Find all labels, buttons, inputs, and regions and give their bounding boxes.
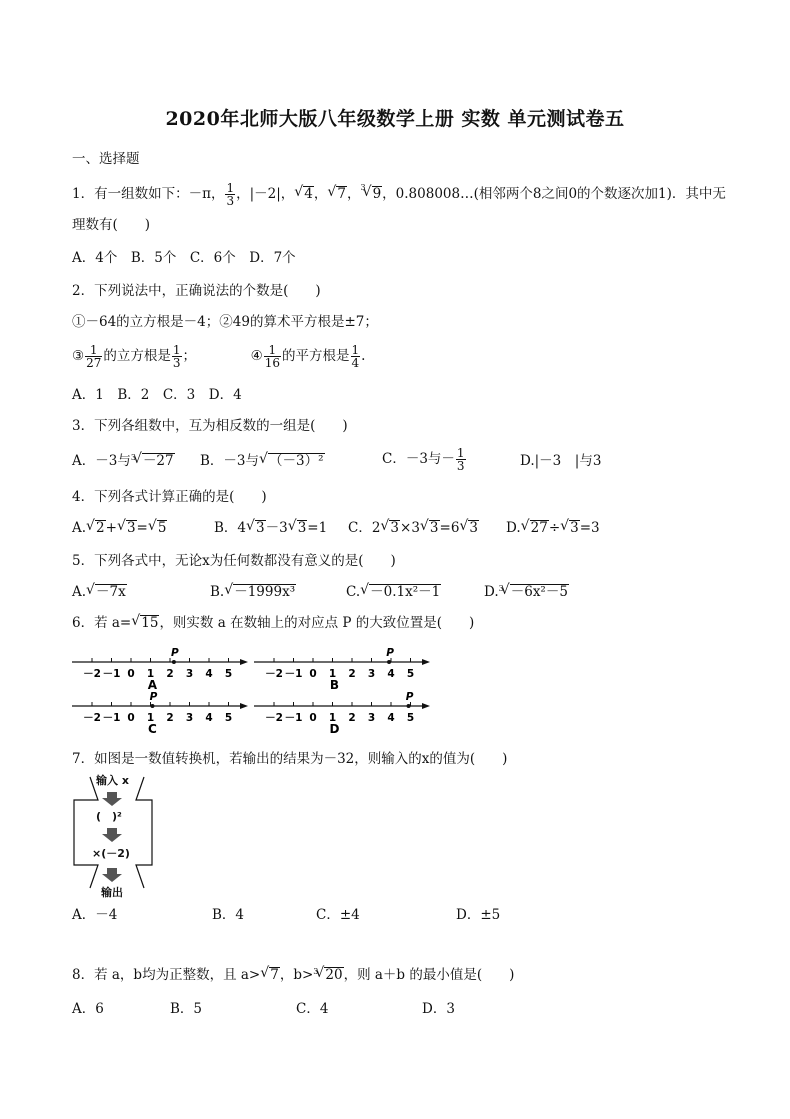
q7-stem: 7．如图是一数值转换机，若输出的结果为－32，则输入的x的值为( )	[72, 751, 508, 767]
q5-d-prefix: D.	[484, 584, 499, 600]
q8-r1	[260, 966, 280, 984]
q2-s3-rnum: 1	[172, 343, 181, 357]
q4-a-mid: +	[105, 520, 117, 536]
q4-d-r2-value: 3	[570, 520, 579, 536]
q4-b-mid: －3	[265, 520, 288, 536]
tick-label: －2	[83, 668, 101, 680]
q2-stem: 2．下列说法中，正确说法的个数是( )	[72, 283, 321, 299]
tick-label: 3	[367, 668, 376, 680]
q7-multiply-label: ×(－2)	[92, 847, 130, 860]
q7-square-label: ( )²	[96, 810, 122, 823]
tick-label: －2	[265, 712, 283, 724]
q8-option-b: B．5	[170, 1001, 203, 1017]
q6-prefix: 6．若 a=	[72, 615, 132, 631]
q4-b-r1-value: 3	[256, 520, 265, 536]
q7-arrow-icon	[102, 792, 122, 882]
q4-c-r1-value: 3	[390, 520, 400, 536]
arrow-head-icon	[240, 659, 248, 665]
q4-d-eq: =3	[579, 520, 600, 536]
q2-s4-prefix: ④	[250, 348, 263, 364]
q8-r1-value: 7	[270, 967, 279, 983]
q7-input-label: 输入 x	[96, 774, 129, 787]
q1-line2: 理数有( )	[72, 217, 151, 233]
option-label: D	[329, 722, 340, 736]
tick-label: 4	[387, 712, 395, 724]
q8-r2	[315, 966, 343, 984]
q1-options: A．4个 B．5个 C．6个 D．7个	[72, 250, 296, 266]
tick-label: 5	[406, 712, 415, 724]
q4-c-r3-value: 3	[469, 520, 479, 536]
tick-label: 5	[224, 668, 233, 680]
q5-b-prefix: B.	[210, 584, 225, 600]
point-p-label: P	[149, 691, 158, 703]
tick-label: 3	[185, 668, 194, 680]
point-p-marker	[387, 660, 391, 664]
tick-label: 0	[127, 712, 135, 724]
q2-s3-den: 27	[86, 356, 102, 370]
q5-c-prefix: C.	[346, 584, 361, 600]
tick-label: 2	[166, 712, 174, 724]
q4-d-prefix: D.	[506, 520, 521, 536]
tick-label: －1	[284, 668, 303, 680]
q4-b-r2-value: 3	[297, 520, 307, 536]
tick-label: 2	[348, 668, 356, 680]
q5-a-prefix: A.	[72, 584, 87, 600]
q5-d-radicand: －6x²－5	[510, 584, 568, 600]
q2-s4-rden: 4	[351, 356, 360, 370]
tick-label: 1	[328, 668, 337, 680]
q4-stem: 4．下列各式计算正确的是( )	[72, 489, 267, 505]
q3-b-radicand: （－3）²	[269, 453, 324, 469]
q5-d-index: 3	[498, 584, 504, 593]
q2-s3-end: ；	[182, 348, 197, 364]
q4-a-r3-value: 5	[157, 520, 167, 536]
q8-stem	[72, 966, 514, 984]
q4-c-eq: =6	[439, 520, 460, 536]
q7-output-label: 输出	[101, 886, 123, 899]
option-label: A	[147, 678, 158, 692]
q8-r2-value: 20	[325, 967, 343, 983]
q2-s3-prefix: ③	[72, 348, 85, 364]
tick-label: 1	[146, 712, 155, 724]
q4-a-r2-value: 3	[126, 520, 136, 536]
q6-tail: ，则实数 a 在数轴上的对应点 P 的大致位置是( )	[159, 615, 475, 631]
q2-s4-mid: 的平方根是	[282, 348, 350, 364]
q2-s3-mid: 的立方根是	[103, 348, 171, 364]
q7-option-a: A．－4	[72, 907, 118, 923]
tick-label: －2	[83, 712, 101, 724]
q3-a-prefix: A．－3与	[72, 453, 131, 469]
tick-label: 4	[387, 668, 395, 680]
point-p-label: P	[171, 647, 179, 659]
tick-label: 2	[166, 668, 174, 680]
question-1: 1．有一组数如下：－π， $\frac{1}{3}$ ，|－2|，√ 4，√ 7，$^3$√ 9，0.808008…(相邻两个8之间0的个数逐次加1)．其中无	[72, 182, 726, 207]
q4-c-r2-value: 3	[429, 520, 439, 536]
tick-label: －1	[284, 712, 303, 724]
tick-label: 4	[205, 712, 213, 724]
tick-label: －2	[265, 668, 283, 680]
arrow-head-icon	[240, 703, 248, 709]
q2-s4-end: .	[361, 348, 366, 364]
q4-c-prefix: C．2	[348, 520, 381, 536]
tick-label: 1	[328, 712, 337, 724]
q2-line1: ①－64的立方根是－4；②49的算术平方根是±7；	[72, 314, 378, 330]
q8-prefix: 8．若 a，b均为正整数，且 a>	[72, 967, 261, 983]
q1-neg-pi: －π，	[188, 186, 225, 202]
page-title: 2020年北师大版八年级数学上册 实数 单元测试卷五	[165, 108, 625, 130]
q1-tail: ，0.808008…(相邻两个8之间0的个数逐次加1)．其中无	[382, 186, 726, 202]
q1-cbrt-index: 3	[360, 183, 366, 192]
q5-a-radicand: －7x	[96, 584, 126, 600]
tick-label: －1	[102, 712, 121, 724]
q8-option-c: C．4	[296, 1001, 329, 1017]
tick-label: 0	[127, 668, 135, 680]
point-p-marker	[407, 704, 411, 708]
tick-label: 2	[348, 712, 356, 724]
tick-label: 4	[205, 668, 213, 680]
q1-abs: |－2|，	[249, 186, 295, 202]
tick-label: －1	[102, 668, 121, 680]
tick-label: 1	[146, 668, 155, 680]
q6-radicand: 15	[141, 615, 159, 631]
q8-index: 3	[313, 967, 319, 976]
q8-tail: ，则 a＋b 的最小值是( )	[343, 967, 515, 983]
q4-d-mid: ÷	[548, 520, 561, 536]
q7-conversion-machine	[70, 770, 160, 900]
q7-option-d: D．±5	[456, 907, 501, 923]
q3-c-prefix: C．－3与－	[382, 451, 455, 467]
q3-c-num: 1	[456, 446, 465, 460]
point-p-marker	[172, 660, 176, 664]
q1-sqrt7-value: 7	[337, 186, 346, 202]
q3-a-radicand: －27	[142, 453, 174, 469]
q4-b-prefix: B．4	[214, 520, 247, 536]
q8-option-a: A．6	[72, 1001, 104, 1017]
q1-sqrt4-value: 4	[304, 186, 313, 202]
tick-label: 3	[185, 712, 194, 724]
q3-c-den: 3	[456, 459, 465, 473]
q2-s4-num: 1	[264, 344, 281, 357]
tick-label: 3	[367, 712, 376, 724]
q3-b-prefix: B．－3与	[200, 453, 260, 469]
q2-s4-rnum: 1	[351, 343, 360, 357]
q1-frac-den: 3	[226, 194, 235, 208]
q7-option-b: B．4	[212, 907, 245, 923]
tick-label: 5	[406, 668, 415, 680]
q5-c-radicand: －0.1x²－1	[370, 584, 441, 600]
q8-option-d: D．3	[422, 1001, 455, 1017]
q5-stem: 5．下列各式中，无论x为任何数都没有意义的是( )	[72, 553, 396, 569]
q3-a-index: 3	[130, 453, 136, 462]
q4-a-eq: =	[136, 520, 148, 536]
section-heading: 一、选择题	[72, 151, 140, 167]
q7-frame-right	[136, 777, 152, 888]
q4-a-r1-value: 2	[96, 520, 105, 536]
q7-frame-left	[74, 777, 98, 888]
tick-label: 0	[309, 712, 317, 724]
arrow-head-icon	[422, 659, 430, 665]
q4-a-prefix: A.	[72, 520, 87, 536]
q4-b-eq: =1	[307, 520, 328, 536]
q3-stem: 3．下列各组数中，互为相反数的一组是( )	[72, 418, 348, 434]
q8-mid: ，b>	[279, 967, 314, 983]
q2-s4-den: 16	[264, 356, 281, 370]
q4-c-mid: ×3	[400, 520, 420, 536]
tick-label: 5	[224, 712, 233, 724]
tick-label: 0	[309, 668, 317, 680]
q3-option-d: D.|－3 |与3	[520, 453, 602, 469]
q1-lead: 1．有一组数如下：	[72, 186, 189, 202]
arrow-head-icon	[422, 703, 430, 709]
q1-frac-num: 1	[226, 181, 235, 195]
option-label: B	[329, 678, 340, 692]
q7-option-c: C．±4	[316, 907, 360, 923]
point-p-marker	[150, 704, 154, 708]
q5-b-radicand: －1999x³	[234, 584, 296, 600]
option-label: C	[148, 722, 157, 736]
q2-options: A．1 B．2 C．3 D．4	[72, 387, 242, 403]
q4-d-r1-value: 27	[530, 520, 548, 536]
q2-s3-num: 1	[85, 344, 102, 357]
q1-cbrt9-value: 9	[372, 186, 382, 202]
q2-s3-rden: 3	[172, 356, 181, 370]
q1-comma: ，	[313, 186, 328, 202]
point-p-label: P	[405, 691, 414, 703]
point-p-label: P	[386, 647, 394, 659]
